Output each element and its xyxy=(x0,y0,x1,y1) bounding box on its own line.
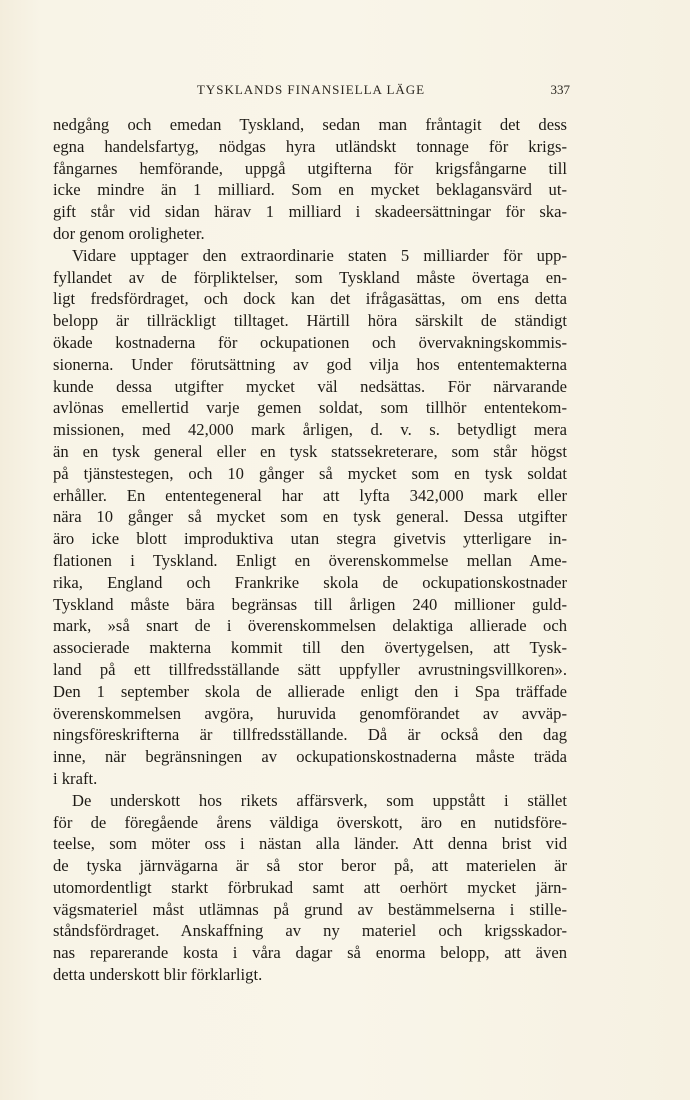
text-line: ligt fredsfördraget, och dock kan det ifrågasättas, om ens detta xyxy=(53,289,567,309)
paragraph xyxy=(53,245,567,790)
text-line: fyllandet av de förpliktelser, som Tyskland måste övertaga en- xyxy=(53,267,567,287)
text-line: äro icke blott improduktiva utan stegra givetvis ytterligare in- xyxy=(53,529,567,549)
text-line: kunde dessa utgifter mycket väl nedsättas. För närvarande xyxy=(53,376,567,396)
text-line: land på ett tillfredsställande sätt uppfyller avrustningsvillkoren». xyxy=(53,659,567,679)
text-line: utomordentligt starkt förbrukad samt att oerhört mycket järn- xyxy=(53,877,567,897)
text-line: gift står vid sidan härav 1 milliard i skadeersättningar för ska- xyxy=(53,202,567,222)
text-line: ståndsfördraget. Anskaffning av ny materiel och krigsskador- xyxy=(53,921,567,941)
text-line: nära 10 gånger så mycket som en tysk general. Dessa utgifter xyxy=(53,507,567,527)
text-line: teelse, som möter oss i nästan alla länder. Att denna brist vid xyxy=(53,834,567,854)
text-line: Den 1 september skola de allierade enligt den i Spa träffade xyxy=(53,681,567,701)
text-line: ökade kostnaderna för ockupationen och övervakningskommis- xyxy=(53,332,567,352)
text-line: fångarnes hemförande, uppgå utgifterna för krigsfångarne till xyxy=(53,158,567,178)
text-line: associerade makterna kommit till den övertygelsen, att Tysk- xyxy=(53,638,567,658)
text-line: dor genom oroligheter. xyxy=(53,223,205,243)
text-line: nas reparerande kosta i våra dagar så enorma belopp, att även xyxy=(53,943,567,963)
text-line: belopp är tillräckligt tilltaget. Härtill höra särskilt de ständigt xyxy=(53,311,567,331)
paragraph xyxy=(53,790,567,986)
body-text xyxy=(53,114,567,986)
page-number: 337 xyxy=(550,82,570,97)
text-line: Vidare upptager den extraordinarie staten 5 milliarder för upp- xyxy=(72,245,567,265)
text-line: avlönas emellertid varje gemen soldat, som tillhör ententekom- xyxy=(53,398,567,418)
paragraph-container xyxy=(53,114,567,986)
text-line: i kraft. xyxy=(53,768,98,788)
text-line: rika, England och Frankrike skola de ockupationskostnader xyxy=(53,572,567,592)
text-line: De underskott hos rikets affärsverk, som uppstått i stället xyxy=(72,790,567,810)
text-line: sionerna. Under förutsättning av god vilja hos ententemakterna xyxy=(53,354,567,374)
text-line: de tyska järnvägarna är så stor beror på, att materielen är xyxy=(53,856,567,876)
text-line: överenskommelsen avgöra, huruvida genomförandet av avväp- xyxy=(53,703,567,723)
text-line: ningsföreskrifterna är tillfredsställande. Då är också den dag xyxy=(53,725,567,745)
text-line: mark, »så snart de i överenskommelsen delaktiga allierade och xyxy=(53,616,567,636)
text-line: än en tysk general eller en tysk statssekreterare, som står högst xyxy=(53,441,567,461)
running-title: TYSKLANDS FINANSIELLA LÄGE xyxy=(196,82,426,97)
text-line: icke mindre än 1 milliard. Som en mycket beklagansvärd ut- xyxy=(53,180,567,200)
text-line: inne, när begränsningen av ockupationskostnaderna måste träda xyxy=(53,747,567,767)
text-line: detta underskott blir förklarligt. xyxy=(53,965,263,985)
text-line: missionen, med 42,000 mark årligen, d. v. s. betydligt mera xyxy=(53,420,567,440)
text-line: erhåller. En ententegeneral har att lyfta 342,000 mark eller xyxy=(53,485,567,505)
text-line: Tyskland måste bära begränsas till årligen 240 millioner guld- xyxy=(53,594,567,614)
text-line: på tjänstestegen, och 10 gånger så mycket som en tysk soldat xyxy=(53,463,567,483)
text-line: för de föregående årens väldiga överskott, äro en nutidsföre- xyxy=(53,812,567,832)
paragraph xyxy=(53,114,567,245)
text-line: egna handelsfartyg, nödgas hyra utländskt tonnage för krigs- xyxy=(53,136,567,156)
text-line: nedgång och emedan Tyskland, sedan man fråntagit det dess xyxy=(53,115,567,134)
text-line: flationen i Tyskland. Enligt en överenskommelse mellan Ame- xyxy=(53,550,567,570)
text-line: vägsmateriel måst utlämnas på grund av bestämmelserna i stille- xyxy=(53,899,567,919)
running-head xyxy=(52,82,570,100)
